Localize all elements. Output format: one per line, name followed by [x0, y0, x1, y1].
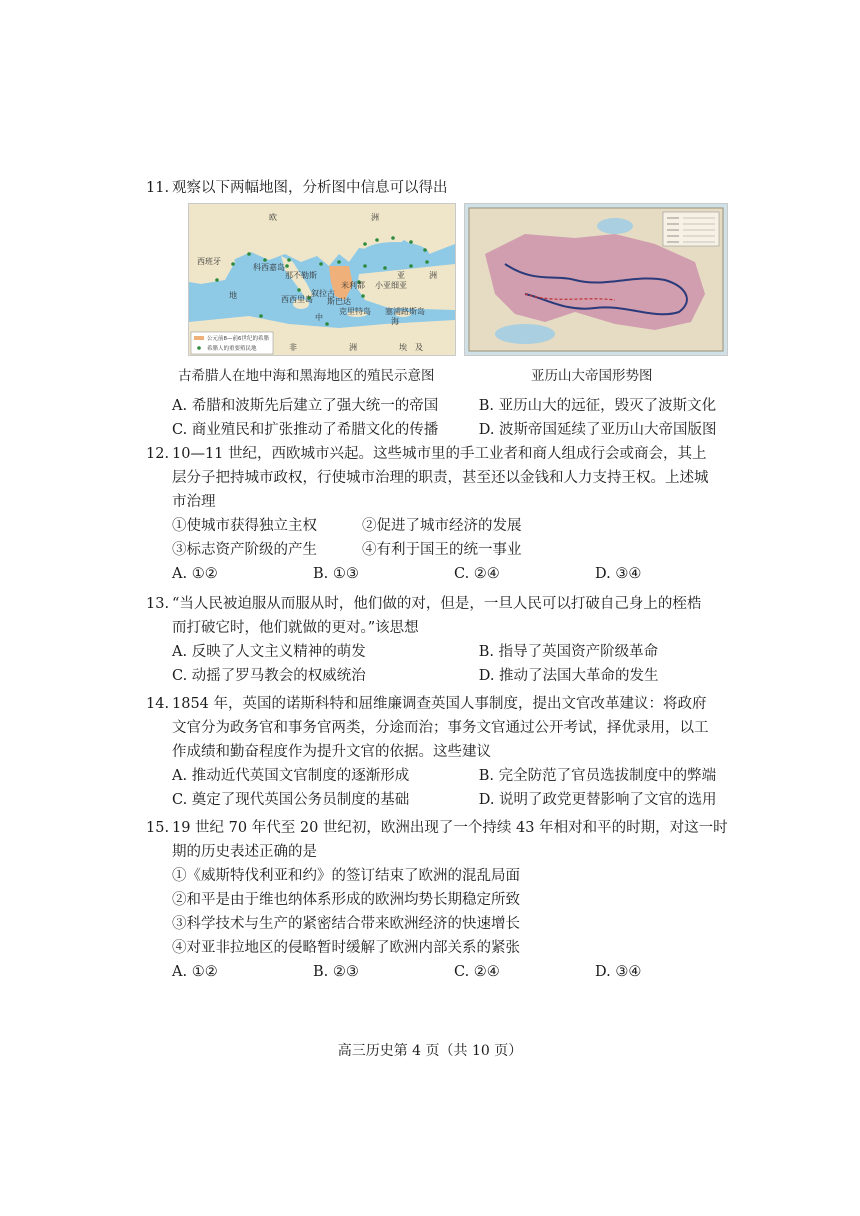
question-stem: 观察以下两幅地图，分析图中信息可以得出 [172, 180, 448, 196]
legend-label: 公元前8—前6世纪的希腊 [207, 336, 269, 342]
option-b[interactable]: B. 完全防范了官员选拔制度中的弊端 [478, 768, 717, 784]
map-label: 叙拉古 [311, 289, 335, 298]
question-number: 12. [146, 446, 170, 462]
greek-colonization-map [188, 203, 456, 356]
greek-colonization-map-graphic [189, 204, 455, 355]
question-number: 14. [146, 696, 170, 712]
option-a[interactable]: A. ①② [172, 964, 218, 980]
legend-label: 希腊人的重要殖民地 [207, 346, 257, 352]
map-legend [663, 212, 719, 246]
map-label: 亚 [397, 271, 405, 280]
option-c[interactable]: C. 商业殖民和扩张推动了希腊文化的传播 [172, 422, 439, 438]
question-text: 而打破它时，他们就做的更对。”该思想 [172, 620, 419, 636]
question-text: 期的历史表述正确的是 [172, 844, 317, 860]
option-c[interactable]: C. 动摇了罗马教会的权威统治 [172, 668, 366, 684]
question-15 [146, 816, 736, 984]
map1-caption: 古希腊人在地中海和黑海地区的殖民示意图 [178, 368, 435, 384]
option-d[interactable]: D. 推动了法国大革命的发生 [478, 668, 659, 684]
map2-caption: 亚历山大帝国形势图 [531, 368, 653, 384]
statement-item: ④有利于国王的统一事业 [362, 542, 522, 558]
statement-item: ②促进了城市经济的发展 [362, 518, 522, 534]
question-text: 1854 年，英国的诺斯科特和屈维廉调查英国人事制度，提出文官改革建议：将政府 [172, 696, 707, 712]
statement-item: ①《威斯特伐利亚和约》的签订结束了欧洲的混乱局面 [172, 868, 520, 884]
map-label: 中 [315, 313, 323, 322]
option-d[interactable]: D. ③④ [595, 566, 642, 582]
map-label: 埃 [399, 343, 407, 352]
question-text: 10—11 世纪，西欧城市兴起。这些城市里的手工业者和商人组成行会或商会，其上 [172, 446, 707, 462]
option-a[interactable]: A. 推动近代英国文官制度的逐渐形成 [172, 768, 410, 784]
alexander-empire-map-graphic [465, 204, 727, 355]
map-label: 米利都 [341, 281, 365, 290]
question-text: “当人民被迫服从而服从时，他们做的对，但是，一旦人民可以打破自己身上的桎梏 [172, 596, 702, 612]
option-c[interactable]: C. ②④ [454, 964, 500, 980]
option-b[interactable]: B. ①③ [313, 566, 359, 582]
option-b[interactable]: B. 亚历山大的远征，毁灭了波斯文化 [478, 398, 717, 414]
option-b[interactable]: B. 指导了英国资产阶级革命 [478, 644, 659, 660]
map-label: 海 [391, 317, 399, 326]
map-label: 小亚细亚 [375, 281, 407, 290]
map-label: 克里特岛 [339, 307, 371, 316]
question-14 [146, 692, 736, 812]
option-c[interactable]: C. ②④ [454, 566, 500, 582]
page-footer: 高三历史第 4 页（共 10 页） [337, 1043, 523, 1059]
map-label: 非 [289, 343, 297, 352]
map-label: 洲 [429, 271, 437, 280]
map-label: 西班牙 [197, 257, 221, 266]
question-number: 11. [146, 180, 170, 196]
option-a[interactable]: A. 希腊和波斯先后建立了强大统一的帝国 [172, 398, 439, 414]
option-b[interactable]: B. ②③ [313, 964, 359, 980]
question-11-options [146, 394, 736, 442]
alexander-empire-map [464, 203, 728, 356]
map-label: 斯巴达 [327, 297, 351, 306]
map-label: 洲 [371, 213, 379, 222]
question-number: 15. [146, 820, 170, 836]
option-a[interactable]: A. 反映了人文主义精神的萌发 [172, 644, 366, 660]
map-label: 欧 [269, 213, 277, 222]
option-d[interactable]: D. 波斯帝国延续了亚历山大帝国版图 [478, 422, 717, 438]
question-number: 13. [146, 596, 170, 612]
option-d[interactable]: D. ③④ [595, 964, 642, 980]
question-13 [146, 592, 736, 688]
statement-item: ③标志资产阶级的产生 [172, 542, 317, 558]
map-label: 洲 [349, 343, 357, 352]
option-a[interactable]: A. ①② [172, 566, 218, 582]
map-label: 那不勒斯 [285, 271, 317, 280]
statement-item: ④对亚非拉地区的侵略暂时缓解了欧洲内部关系的紧张 [172, 940, 520, 956]
map-label: 科西嘉岛 [253, 263, 285, 272]
map-label: 地 [229, 291, 237, 300]
option-d[interactable]: D. 说明了政党更替影响了文官的选用 [478, 792, 717, 808]
question-text: 市治理 [172, 494, 216, 510]
question-12 [146, 442, 736, 586]
question-text: 层分子把持城市政权，行使城市治理的职责，甚至还以金钱和人力支持王权。上述城 [172, 470, 709, 486]
map-label: 西西里岛 [281, 295, 313, 304]
map-label: 及 [415, 343, 423, 352]
statement-item: ①使城市获得独立主权 [172, 518, 317, 534]
question-text: 作成绩和勤奋程度作为提升文官的依据。这些建议 [172, 744, 491, 760]
statement-item: ③科学技术与生产的紧密结合带来欧洲经济的快速增长 [172, 916, 520, 932]
question-text: 文官分为政务官和事务官两类，分途而治；事务文官通过公开考试，择优录用，以工 [172, 720, 709, 736]
map-label: 塞浦路斯岛 [385, 307, 425, 316]
question-text: 19 世纪 70 年代至 20 世纪初，欧洲出现了一个持续 43 年相对和平的时期，对这一时 [172, 820, 728, 836]
statement-item: ②和平是由于维也纳体系形成的欧洲均势长期稳定所致 [172, 892, 520, 908]
option-c[interactable]: C. 奠定了现代英国公务员制度的基础 [172, 792, 410, 808]
question-11 [146, 176, 736, 200]
